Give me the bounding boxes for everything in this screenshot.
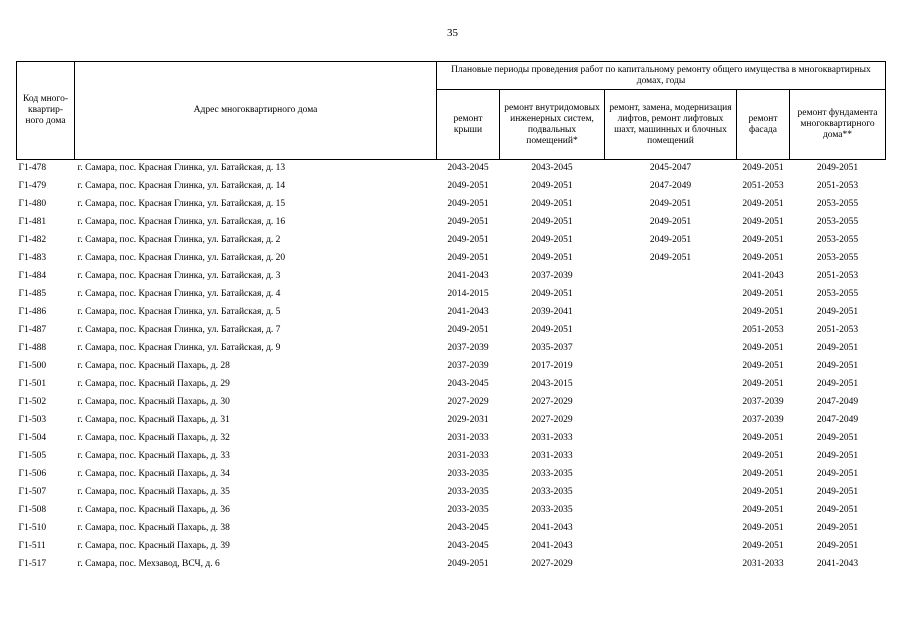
cell-address: г. Самара, пос. Красный Пахарь, д. 36 — [77, 505, 230, 515]
cell-systems: 2033-2035 — [531, 505, 573, 515]
cell-roof: 2049-2051 — [447, 181, 489, 191]
cell-code: Г1-501 — [18, 379, 47, 389]
cell-systems: 2043-2015 — [531, 379, 573, 389]
cell-foundation: 2053-2055 — [816, 235, 859, 245]
cell-address: г. Самара, пос. Мехзавод, ВСЧ, д. 6 — [77, 559, 220, 569]
cell-address: г. Самара, пос. Красный Пахарь, д. 35 — [77, 487, 230, 497]
table-row — [17, 160, 886, 178]
cell-code: Г1-488 — [18, 343, 47, 353]
cell-systems: 2027-2029 — [531, 397, 573, 407]
cell-foundation: 2053-2055 — [816, 217, 859, 227]
cell-lifts — [605, 501, 737, 519]
cell-address: г. Самара, пос. Красный Пахарь, д. 30 — [77, 397, 230, 407]
cell-code: Г1-502 — [18, 397, 47, 407]
cell-code: Г1-506 — [18, 469, 47, 479]
cell-foundation: 2049-2051 — [816, 541, 859, 551]
cell-roof: 2031-2033 — [447, 451, 489, 461]
cell-code: Г1-484 — [18, 271, 47, 281]
cell-code: Г1-511 — [18, 541, 46, 551]
cell-address: г. Самара, пос. Красная Глинка, ул. Батайская, д. 5 — [77, 307, 281, 317]
cell-facade: 2049-2051 — [742, 469, 784, 479]
cell-foundation: 2049-2051 — [816, 379, 859, 389]
cell-code: Г1-485 — [18, 289, 47, 299]
cell-address: г. Самара, пос. Красная Глинка, ул. Батайская, д. 16 — [77, 217, 286, 227]
cell-systems: 2049-2051 — [531, 325, 573, 335]
table-row — [17, 321, 886, 339]
cell-roof: 2049-2051 — [447, 217, 489, 227]
cell-lifts: 2049-2051 — [649, 253, 692, 263]
cell-facade: 2049-2051 — [742, 505, 784, 515]
cell-systems: 2049-2051 — [531, 289, 573, 299]
cell-lifts — [605, 339, 737, 357]
cell-code: Г1-486 — [18, 307, 47, 317]
cell-systems: 2049-2051 — [531, 217, 573, 227]
table-row — [17, 519, 886, 537]
cell-systems: 2033-2035 — [531, 487, 573, 497]
cell-address: г. Самара, пос. Красная Глинка, ул. Батайская, д. 15 — [77, 199, 286, 209]
cell-code: Г1-500 — [18, 361, 47, 371]
cell-systems: 2041-2043 — [531, 523, 573, 533]
cell-foundation: 2049-2051 — [816, 487, 859, 497]
cell-foundation: 2049-2051 — [816, 523, 859, 533]
cell-facade: 2049-2051 — [742, 433, 784, 443]
cell-roof: 2049-2051 — [447, 253, 489, 263]
header-foundation: ремонт фундамента многоквартирного дома** — [790, 90, 886, 160]
cell-facade: 2049-2051 — [742, 379, 784, 389]
cell-lifts — [605, 375, 737, 393]
cell-address: г. Самара, пос. Красный Пахарь, д. 29 — [77, 379, 230, 389]
cell-lifts — [605, 519, 737, 537]
header-address: Адрес многоквартирного дома — [75, 62, 437, 160]
cell-address: г. Самара, пос. Красная Глинка, ул. Батайская, д. 14 — [77, 181, 286, 191]
cell-roof: 2033-2035 — [447, 469, 489, 479]
cell-systems: 2043-2045 — [531, 163, 573, 173]
cell-facade: 2049-2051 — [742, 163, 784, 173]
cell-roof: 2043-2045 — [447, 523, 489, 533]
cell-systems: 2027-2029 — [531, 415, 573, 425]
cell-address: г. Самара, пос. Красный Пахарь, д. 28 — [77, 361, 230, 371]
cell-systems: 2049-2051 — [531, 199, 573, 209]
table-row — [17, 303, 886, 321]
table-header — [17, 62, 886, 160]
cell-facade: 2051-2053 — [742, 325, 784, 335]
cell-lifts — [605, 555, 737, 573]
cell-systems: 2033-2035 — [531, 469, 573, 479]
cell-systems: 2031-2033 — [531, 451, 573, 461]
cell-roof: 2049-2051 — [447, 199, 489, 209]
table-row — [17, 195, 886, 213]
cell-lifts — [605, 357, 737, 375]
cell-lifts — [605, 429, 737, 447]
cell-code: Г1-517 — [18, 559, 47, 569]
cell-foundation: 2049-2051 — [816, 343, 859, 353]
cell-roof: 2033-2035 — [447, 487, 489, 497]
table-row — [17, 339, 886, 357]
cell-address: г. Самара, пос. Красный Пахарь, д. 33 — [77, 451, 230, 461]
cell-roof: 2049-2051 — [447, 559, 489, 569]
table-row — [17, 447, 886, 465]
header-lifts: ремонт, замена, модернизация лифтов, ремонт лифтовых шахт, машинных и блочных помещений — [605, 90, 737, 160]
cell-systems: 2041-2043 — [531, 541, 573, 551]
table-row — [17, 465, 886, 483]
cell-systems: 2037-2039 — [531, 271, 573, 281]
cell-facade: 2051-2053 — [742, 181, 784, 191]
header-facade: ремонт фасада — [737, 90, 790, 160]
cell-address: г. Самара, пос. Красный Пахарь, д. 38 — [77, 523, 230, 533]
cell-lifts: 2049-2051 — [649, 235, 692, 245]
cell-lifts: 2047-2049 — [649, 181, 692, 191]
cell-facade: 2037-2039 — [742, 415, 784, 425]
cell-facade: 2049-2051 — [742, 541, 784, 551]
cell-roof: 2029-2031 — [447, 415, 489, 425]
cell-systems: 2031-2033 — [531, 433, 573, 443]
cell-facade: 2049-2051 — [742, 289, 784, 299]
cell-lifts — [605, 483, 737, 501]
cell-address: г. Самара, пос. Красный Пахарь, д. 31 — [77, 415, 230, 425]
cell-code: Г1-510 — [18, 523, 47, 533]
cell-foundation: 2051-2053 — [816, 271, 859, 281]
cell-systems: 2049-2051 — [531, 181, 573, 191]
cell-address: г. Самара, пос. Красная Глинка, ул. Батайская, д. 3 — [77, 271, 281, 281]
cell-code: Г1-480 — [18, 199, 47, 209]
table-row — [17, 231, 886, 249]
cell-address: г. Самара, пос. Красная Глинка, ул. Батайская, д. 4 — [77, 289, 281, 299]
cell-facade: 2049-2051 — [742, 523, 784, 533]
cell-systems: 2039-2041 — [531, 307, 573, 317]
table-row — [17, 483, 886, 501]
cell-foundation: 2051-2053 — [816, 325, 859, 335]
cell-foundation: 2049-2051 — [816, 469, 859, 479]
cell-lifts: 2049-2051 — [649, 199, 692, 209]
cell-foundation: 2049-2051 — [816, 361, 859, 371]
cell-code: Г1-483 — [18, 253, 47, 263]
cell-systems: 2017-2019 — [531, 361, 573, 371]
cell-address: г. Самара, пос. Красный Пахарь, д. 39 — [77, 541, 230, 551]
table-row — [17, 357, 886, 375]
cell-address: г. Самара, пос. Красный Пахарь, д. 32 — [77, 433, 230, 443]
cell-systems: 2049-2051 — [531, 235, 573, 245]
cell-address: г. Самара, пос. Красный Пахарь, д. 34 — [77, 469, 230, 479]
table-row — [17, 555, 886, 573]
cell-roof: 2049-2051 — [447, 325, 489, 335]
cell-code: Г1-482 — [18, 235, 47, 245]
table-row — [17, 213, 886, 231]
cell-roof: 2037-2039 — [447, 361, 489, 371]
cell-address: г. Самара, пос. Красная Глинка, ул. Батайская, д. 7 — [77, 325, 281, 335]
table-row — [17, 285, 886, 303]
header-systems: ремонт внутридомовых инженерных систем, подвальных помещений* — [500, 90, 605, 160]
cell-foundation: 2049-2051 — [816, 307, 859, 317]
cell-lifts — [605, 267, 737, 285]
cell-roof: 2049-2051 — [447, 235, 489, 245]
cell-foundation: 2041-2043 — [816, 559, 859, 569]
cell-facade: 2049-2051 — [742, 199, 784, 209]
cell-lifts — [605, 447, 737, 465]
cell-facade: 2031-2033 — [742, 559, 784, 569]
cell-facade: 2049-2051 — [742, 217, 784, 227]
cell-facade: 2049-2051 — [742, 361, 784, 371]
cell-roof: 2041-2043 — [447, 271, 489, 281]
header-code: Код много-квартир-ного дома — [17, 62, 75, 160]
cell-code: Г1-481 — [18, 217, 47, 227]
cell-foundation: 2049-2051 — [816, 163, 859, 173]
cell-lifts — [605, 465, 737, 483]
cell-foundation: 2049-2051 — [816, 505, 859, 515]
cell-facade: 2049-2051 — [742, 343, 784, 353]
cell-facade: 2037-2039 — [742, 397, 784, 407]
cell-code: Г1-504 — [18, 433, 47, 443]
cell-lifts — [605, 321, 737, 339]
table-row — [17, 267, 886, 285]
cell-foundation: 2053-2055 — [816, 199, 859, 209]
table-row — [17, 537, 886, 555]
header-roof: ремонт крыши — [437, 90, 500, 160]
cell-lifts — [605, 285, 737, 303]
cell-roof: 2043-2045 — [447, 379, 489, 389]
cell-roof: 2014-2015 — [447, 289, 489, 299]
cell-facade: 2049-2051 — [742, 451, 784, 461]
cell-lifts — [605, 393, 737, 411]
cell-foundation: 2047-2049 — [816, 415, 859, 425]
cell-address: г. Самара, пос. Красная Глинка, ул. Батайская, д. 13 — [77, 163, 286, 173]
table-row — [17, 375, 886, 393]
cell-foundation: 2049-2051 — [816, 433, 859, 443]
cell-lifts: 2049-2051 — [649, 217, 692, 227]
cell-systems: 2049-2051 — [531, 253, 573, 263]
cell-foundation: 2047-2049 — [816, 397, 859, 407]
cell-code: Г1-508 — [18, 505, 47, 515]
cell-roof: 2031-2033 — [447, 433, 489, 443]
cell-facade: 2049-2051 — [742, 235, 784, 245]
cell-lifts: 2045-2047 — [649, 163, 692, 173]
cell-address: г. Самара, пос. Красная Глинка, ул. Батайская, д. 2 — [77, 235, 281, 245]
cell-roof: 2027-2029 — [447, 397, 489, 407]
cell-systems: 2027-2029 — [531, 559, 573, 569]
cell-facade: 2049-2051 — [742, 487, 784, 497]
cell-systems: 2035-2037 — [531, 343, 573, 353]
page-number: 35 — [447, 27, 458, 39]
cell-roof: 2043-2045 — [447, 541, 489, 551]
table-row — [17, 501, 886, 519]
cell-lifts — [605, 537, 737, 555]
table-body — [17, 160, 886, 574]
table-row — [17, 177, 886, 195]
cell-code: Г1-487 — [18, 325, 47, 335]
table-row — [17, 249, 886, 267]
cell-code: Г1-478 — [18, 163, 47, 173]
cell-roof: 2037-2039 — [447, 343, 489, 353]
cell-foundation: 2053-2055 — [816, 253, 859, 263]
cell-foundation: 2049-2051 — [816, 451, 859, 461]
cell-address: г. Самара, пос. Красная Глинка, ул. Батайская, д. 9 — [77, 343, 281, 353]
cell-foundation: 2051-2053 — [816, 181, 859, 191]
cell-facade: 2049-2051 — [742, 307, 784, 317]
table-row — [17, 411, 886, 429]
cell-lifts — [605, 303, 737, 321]
capital-repair-table — [16, 61, 886, 573]
cell-roof: 2041-2043 — [447, 307, 489, 317]
cell-code: Г1-479 — [18, 181, 47, 191]
header-periods-group: Плановые периоды проведения работ по капитальному ремонту общего имущества в многоквартирных домах, годы — [437, 62, 886, 90]
cell-roof: 2043-2045 — [447, 163, 489, 173]
cell-facade: 2041-2043 — [742, 271, 784, 281]
cell-address: г. Самара, пос. Красная Глинка, ул. Батайская, д. 20 — [77, 253, 286, 263]
cell-code: Г1-503 — [18, 415, 47, 425]
cell-facade: 2049-2051 — [742, 253, 784, 263]
cell-lifts — [605, 411, 737, 429]
cell-roof: 2033-2035 — [447, 505, 489, 515]
cell-code: Г1-507 — [18, 487, 47, 497]
table-row — [17, 393, 886, 411]
cell-foundation: 2053-2055 — [816, 289, 859, 299]
cell-code: Г1-505 — [18, 451, 47, 461]
table-row — [17, 429, 886, 447]
